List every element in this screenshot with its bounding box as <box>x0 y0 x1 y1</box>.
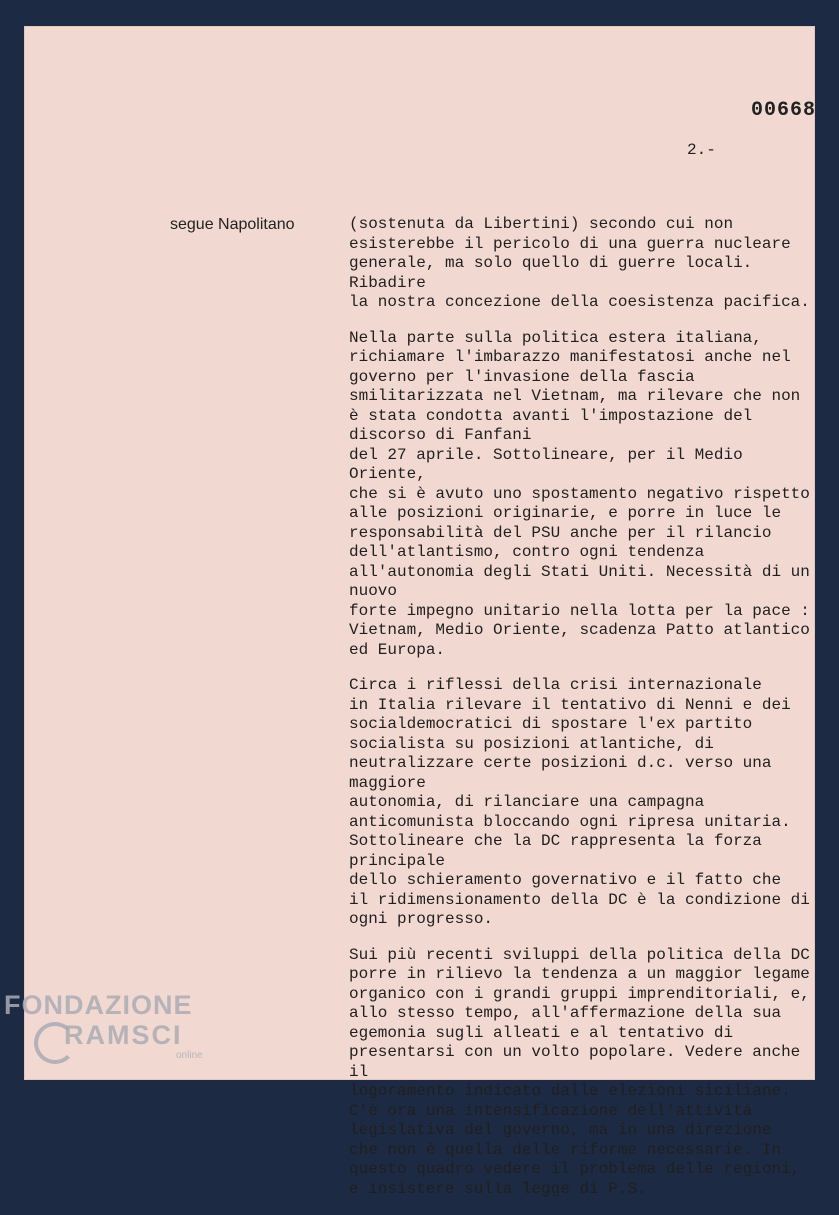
watermark-line1: FONDAZIONE <box>4 990 193 1020</box>
paragraph: Nella parte sulla politica estera italiana, richiamare l'imbarazzo manifestatosi anche nel governo per l'invasione della fascia smilitarizzata nel Vietnam, ma rilevare che non è stata condotta avanti l'impostazione del discorso di Fanfani del 27 aprile. Sottolineare, per il Medio Oriente, che si è avuto uno spostamento negativo rispetto alle posizioni originarie, e porre in luce le responsabilità del PSU anche per il rilancio dell'atlantismo, contro ogni tendenza all'autonomia degli Stati Uniti. Necessità di un nuovo forte impegno unitario nella lotta per la pace : Vietnam, Medio Oriente, scadenza Patto atlantico ed Europa. <box>349 328 810 659</box>
speaker-label: segue Napolitano <box>170 216 295 233</box>
body-text <box>349 215 819 1215</box>
page-number: 2.- <box>687 141 716 159</box>
paragraph: Sui più recenti sviluppi della politica della DC porre in rilievo la tendenza a un maggior legame organico con i grandi gruppi imprenditoriali, e, allo stesso tempo, all'affermazione della sua egemonia sugli alleati e al tentativo di presentarsi con un volto popolare. Vedere anche il logoramento indicato dalle elezioni siciliane. C'è ora una intensificazione dell'attività legislativa del governo, ma in una direzione che non è quella delle riforme necessarie. In questo quadro vedere il problema delle regioni, e insistere sulla legge di P.S. <box>349 945 810 1198</box>
paragraph: Circa i riflessi della crisi internazionale in Italia rilevare il tentativo di Nenni e dei socialdemocratici di spostare l'ex partito socialista su posizioni atlantiche, di neutralizzare certe posizioni d.c. verso una maggiore autonomia, di rilanciare una campagna anticomunista bloccando ogni ripresa unitaria. Sottolineare che la DC rappresenta la forza principale dello schieramento governativo e il fatto che il ridimensionamento della DC è la condizione di ogni progresso. <box>349 676 810 928</box>
paragraph: (sostenuta da Libertini) secondo cui non esisterebbe il pericolo di una guerra nucleare generale, ma solo quello di guerre locali. Ribadire la nostra concezione della coesistenza pacifica. <box>349 215 810 311</box>
document-number: 00668 <box>751 99 817 122</box>
watermark-small: online <box>176 1050 203 1061</box>
watermark <box>4 990 193 1050</box>
document-page <box>24 26 817 1198</box>
watermark-line2: RAMSCI <box>64 1020 183 1050</box>
